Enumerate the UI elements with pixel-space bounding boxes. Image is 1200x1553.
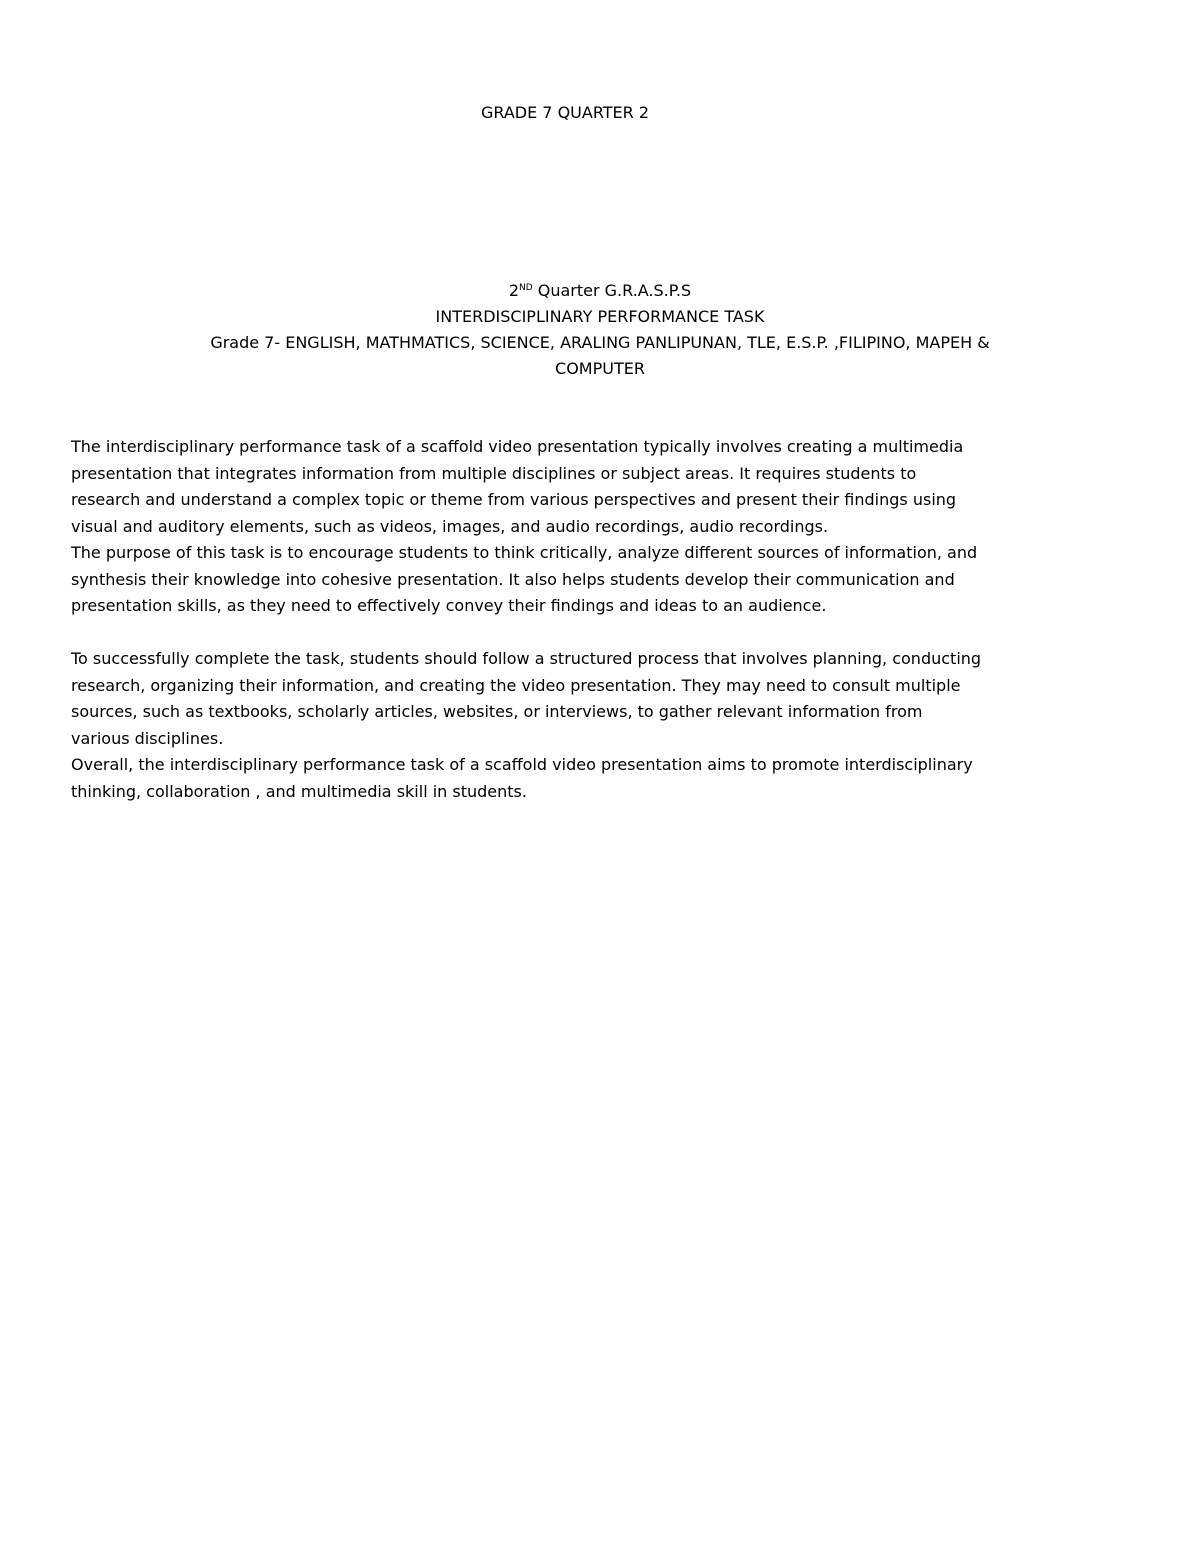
- paragraph-purpose: [71, 540, 1071, 620]
- paragraph-overall: [71, 752, 1071, 805]
- quarter-title: [0, 278, 1200, 304]
- paragraph-line: synthesis their knowledge into cohesive presentation. It also helps students develop their communication and: [71, 569, 955, 589]
- grasps-header: [0, 278, 1200, 382]
- paragraph-line: visual and auditory elements, such as videos, images, and audio recordings, audio recordings.: [71, 516, 829, 536]
- paragraph-intro: [71, 434, 1071, 540]
- paragraph-line: presentation that integrates information from multiple disciplines or subject areas. It requires students to: [71, 463, 917, 483]
- subjects-line-1: Grade 7- ENGLISH, MATHMATICS, SCIENCE, ARALING PANLIPUNAN, TLE, E.S.P. ,FILIPINO, MAPEH &: [210, 333, 990, 352]
- task-title: INTERDISCIPLINARY PERFORMANCE TASK: [435, 307, 765, 326]
- body-text: [71, 434, 1071, 805]
- paragraph-spacer: [71, 620, 1071, 647]
- quarter-rest: Quarter G.R.A.S.P.S: [532, 281, 692, 300]
- paragraph-line: research and understand a complex topic or theme from various perspectives and present their findings using: [71, 490, 957, 509]
- paragraph-line: thinking, collaboration , and multimedia skill in students.: [71, 781, 527, 801]
- paragraph-line: Overall, the interdisciplinary performance task of a scaffold video presentation aims to promote interdisciplinary: [71, 755, 973, 774]
- paragraph-line: To successfully complete the task, students should follow a structured process that involves planning, conducting: [71, 649, 982, 668]
- paragraph-line: The purpose of this task is to encourage students to think critically, analyze different sources of information, and: [71, 543, 978, 562]
- subjects-line-2: COMPUTER: [555, 359, 645, 378]
- paragraph-line: research, organizing their information, and creating the video presentation. They may need to consult multiple: [71, 675, 961, 695]
- paragraph-process: [71, 646, 1071, 752]
- paragraph-line: sources, such as textbooks, scholarly articles, websites, or interviews, to gather relevant information from: [71, 702, 923, 721]
- quarter-number: 2: [508, 281, 519, 300]
- paragraph-line: presentation skills, as they need to effectively convey their findings and ideas to an audience.: [71, 596, 827, 615]
- quarter-suffix: ND: [519, 283, 533, 293]
- grade-heading: GRADE 7 QUARTER 2: [480, 103, 650, 122]
- paragraph-line: The interdisciplinary performance task of a scaffold video presentation typically involves creating a multimedia: [71, 437, 964, 456]
- paragraph-line: various disciplines.: [71, 728, 224, 748]
